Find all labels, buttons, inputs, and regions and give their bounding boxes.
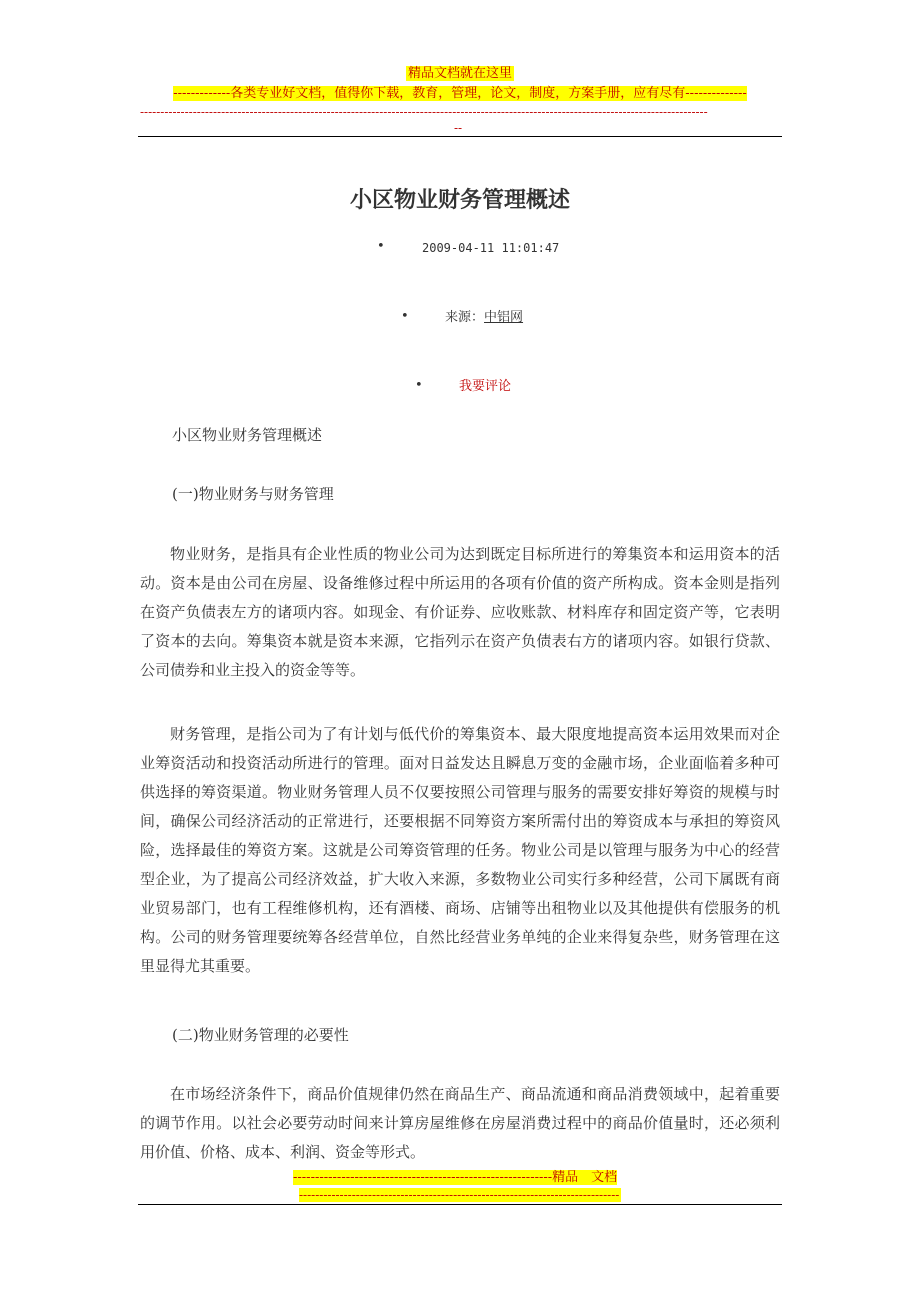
bullet-source: • xyxy=(401,309,409,324)
header-dash-line: -------------------------------------------------------------------------------------------------------------------------------------------- xyxy=(140,105,708,119)
paragraph-2 xyxy=(140,720,780,981)
header-divider xyxy=(138,136,782,137)
bullet-comment: • xyxy=(415,378,423,393)
bullet-date: • xyxy=(377,239,385,254)
source-label: 来源： xyxy=(445,310,485,325)
comment-link[interactable]: 我要评论 xyxy=(459,379,512,394)
paragraph-3-text: 在市场经济条件下，商品价值规律仍然在商品生产、商品流通和商品消费领域中，起着重要的调节作用。以社会必要劳动时间来计算房屋维修在房屋消费过程中的商品价值量时，还必须利用价值、价格、成本、利润、资金等形式。 xyxy=(140,1085,780,1161)
paragraph-2-text: 财务管理，是指公司为了有计划与低代价的筹集资本、最大限度地提高资本运用效果而对企业筹资活动和投资活动所进行的管理。面对日益发达且瞬息万变的金融市场，企业面临着多种可供选择的筹资渠道。物业财务管理人员不仅要按照公司管理与服务的需要安排好筹资的规模与时间，确保公司经济活动的正常进行，还要根据不同筹资方案所需付出的筹资成本与承担的筹资风险，选择最佳的筹资方案。这就是公司筹资管理的任务。物业公司是以管理与服务为中心的经营型企业，为了提高公司经济效益，扩大收入来源，多数物业公司实行多种经营，公司下属既有商业贸易部门，也有工程维修机构，还有酒楼、商场、店铺等出租物业以及其他提供有偿服务的机构。公司的财务管理要统筹各经营单位，自然比经营业务单纯的企业来得复杂些，财务管理在这里显得尤其重要。 xyxy=(140,725,780,975)
paragraph-3 xyxy=(140,1080,780,1167)
header-dash-tail: -- xyxy=(454,121,463,135)
footer-banner-text: -----------------------------------------------------------精品 文档 xyxy=(293,1170,618,1185)
footer-divider xyxy=(138,1204,782,1205)
header-slogan-text: -------------各类专业好文档，值得你下载，教育，管理，论文，制度，方案手册，应有尽有-------------- xyxy=(173,86,747,101)
source-link[interactable]: 中铝网 xyxy=(484,310,524,325)
section-heading-2: (二)物业财务管理的必要性 xyxy=(172,1026,349,1044)
footer-banner xyxy=(293,1170,617,1186)
header-banner-text: 精品文档就在这里 xyxy=(407,66,512,81)
header-banner-slogan xyxy=(0,86,920,102)
article-subtitle: 小区物业财务管理概述 xyxy=(172,426,323,444)
footer-dash-line: ------------------------------------------------------------------------------- xyxy=(299,1188,620,1202)
paragraph-1 xyxy=(140,540,780,685)
article-date: 2009-04-11 11:01:47 xyxy=(422,241,560,255)
section-heading-1: (一)物业财务与财务管理 xyxy=(172,485,334,503)
article-title: 小区物业财务管理概述 xyxy=(349,188,570,213)
paragraph-1-text: 物业财务，是指具有企业性质的物业公司为达到既定目标所进行的筹集资本和运用资本的活动。资本是由公司在房屋、设备维修过程中所运用的各项有价值的资产所构成。资本金则是指列在资产负债表左方的诸项内容。如现金、有价证券、应收账款、材料库存和固定资产等，它表明了资本的去向。筹集资本就是资本来源，它指列示在资产负债表右方的诸项内容。如银行贷款、公司债券和业主投入的资金等等。 xyxy=(140,545,780,679)
header-banner-top xyxy=(0,66,920,82)
article-source xyxy=(445,310,523,326)
